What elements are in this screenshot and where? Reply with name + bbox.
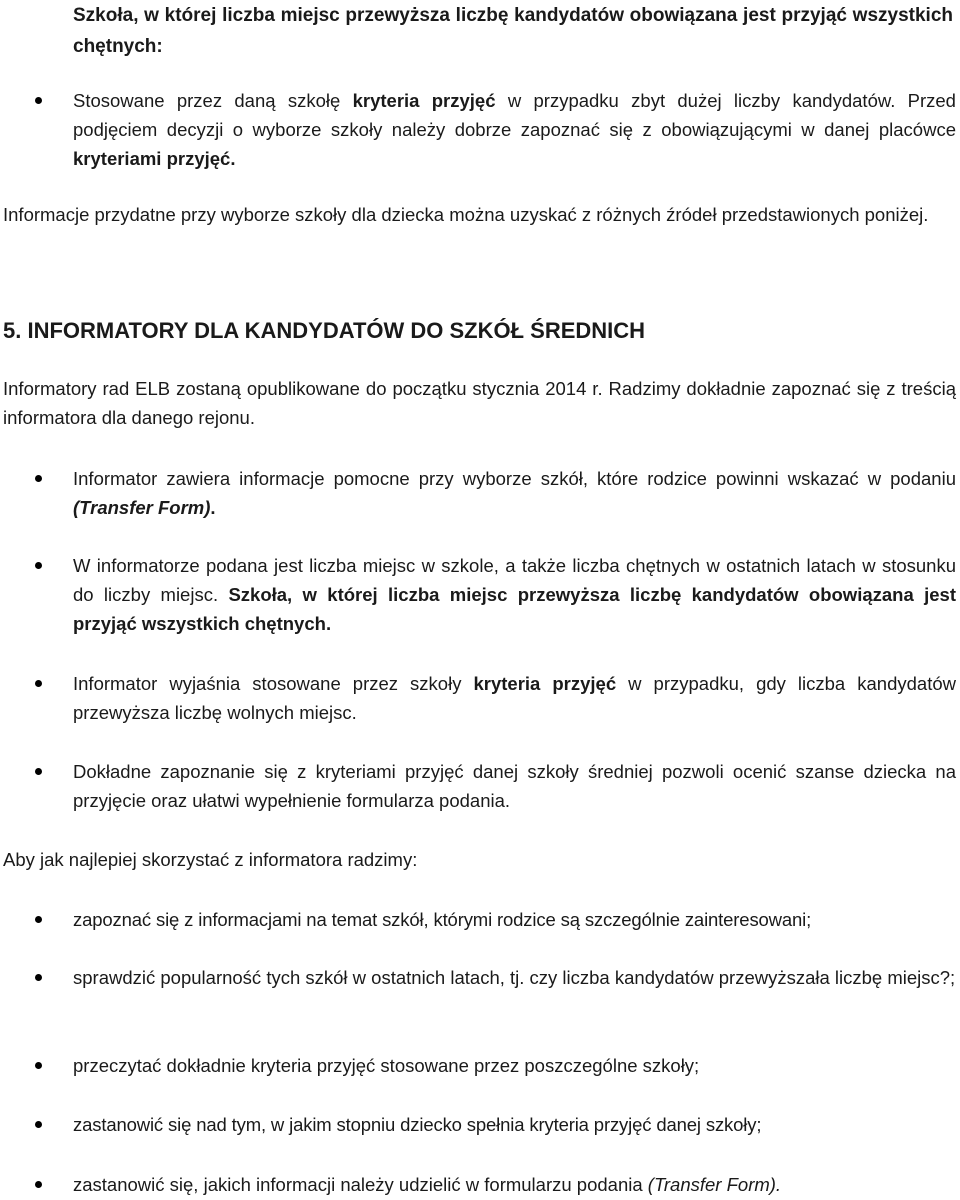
section-intro: Informatory rad ELB zostaną opublikowane do początku stycznia 2014 r. Radzimy dokładnie zapoznać się z treścią informatora dla danego rejonu.: [3, 378, 956, 428]
bullet-icon: [35, 974, 42, 981]
bullet-icon: [35, 97, 42, 104]
bullet-icon: [35, 768, 42, 775]
list-item-text: Informator wyjaśnia stosowane przez szkoły kryteria przyjęć w przypadku, gdy liczba kandydatów przewyższa liczbę wolnych miejsc.: [73, 673, 956, 723]
list-item-text: zastanowić się nad tym, w jakim stopniu dziecko spełnia kryteria przyjęć danej szkoły;: [73, 1114, 762, 1135]
bullet-icon: [35, 1181, 42, 1188]
list-item-text: Stosowane przez daną szkołę kryteria przyjęć w przypadku zbyt dużej liczby kandydatów. Przed podjęciem decyzji o wyborze szkoły należy dobrze zapoznać się z obowiązującymi w danej placówce kryteriami przyjęć.: [73, 90, 956, 169]
info-paragraph: Informacje przydatne przy wyborze szkoły dla dziecka można uzyskać z różnych źródeł przedstawionych poniżej.: [3, 204, 929, 225]
section-heading: 5. INFORMATORY DLA KANDYDATÓW DO SZKÓŁ ŚREDNICH: [3, 318, 646, 343]
list-item-text: zapoznać się z informacjami na temat szkół, którymi rodzice są szczególnie zainteresowani;: [73, 909, 812, 930]
bullet-icon: [35, 475, 42, 482]
bullet-icon: [35, 1062, 42, 1069]
bullet-icon: [35, 916, 42, 923]
list-item-text: przeczytać dokładnie kryteria przyjęć stosowane przez poszczególne szkoły;: [73, 1055, 700, 1076]
bullet-icon: [35, 1121, 42, 1128]
list-item-text: Dokładne zapoznanie się z kryteriami przyjęć danej szkoły średniej pozwoli ocenić szanse dziecka na przyjęcie oraz ułatwi wypełnienie formularza podania.: [73, 761, 956, 811]
bullet-icon: [35, 562, 42, 569]
list-item-text: sprawdzić popularność tych szkół w ostatnich latach, tj. czy liczba kandydatów przewyższała liczbę miejsc?;: [73, 967, 956, 988]
advice-intro: Aby jak najlepiej skorzystać z informatora radzimy:: [3, 849, 418, 870]
top-heading: Szkoła, w której liczba miejsc przewyższa liczbę kandydatów obowiązana jest przyjąć wszystkich chętnych:: [73, 5, 953, 57]
bullet-icon: [35, 680, 42, 687]
list-item-text: W informatorze podana jest liczba miejsc w szkole, a także liczba chętnych w ostatnich latach w stosunku do liczby miejsc. Szkoła, w której liczba miejsc przewyższa liczbę kandydatów obowiązana jest przyjąć wszystkich chętnych.: [73, 555, 956, 634]
list-item-text: zastanowić się, jakich informacji należy udzielić w formularzu podania (Transfer Form).: [73, 1174, 782, 1195]
list-item-text: Informator zawiera informacje pomocne przy wyborze szkół, które rodzice powinni wskazać w podaniu (Transfer Form).: [73, 468, 956, 518]
